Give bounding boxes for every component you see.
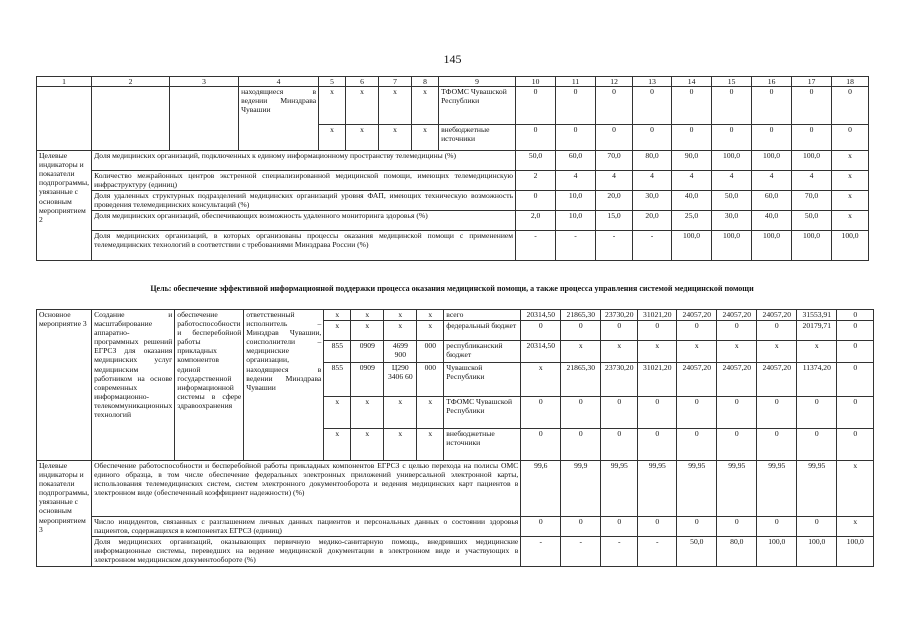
table-cell: x xyxy=(351,429,384,461)
table-cell: 0 xyxy=(633,87,672,125)
table-cell: x xyxy=(324,397,351,429)
table-cell: 23730,20 xyxy=(601,310,638,321)
header-cell: 5 xyxy=(319,77,346,87)
table-cell: 0 xyxy=(638,397,677,429)
table-cell: 0 xyxy=(521,429,561,461)
table-cell: 60,0 xyxy=(556,151,596,171)
table-cell: 0 xyxy=(797,429,837,461)
table-cell: 0 xyxy=(561,517,601,537)
table-cell: 0 xyxy=(832,87,869,125)
table-cell: 24057,20 xyxy=(677,310,717,321)
table-cell: 0 xyxy=(677,397,717,429)
measure-purpose: обеспечение работоспособности и бесперебойной работы прикладных компонентов единой государственной информационной системы в сфере здравоохранения xyxy=(175,310,244,461)
table-cell: 70,0 xyxy=(596,151,633,171)
table-cell: - xyxy=(561,537,601,567)
table-cell: 855 xyxy=(324,363,351,397)
table-cell: 31021,20 xyxy=(638,310,677,321)
table-cell: 4 xyxy=(752,171,792,191)
table-cell: x xyxy=(832,151,869,171)
table-cell: 0 xyxy=(601,397,638,429)
table-cell: 0 xyxy=(757,517,797,537)
table-cell: - xyxy=(601,537,638,567)
table-cell: 0 xyxy=(797,517,837,537)
table-cell: 0 xyxy=(638,517,677,537)
table-cell: 0 xyxy=(797,397,837,429)
table-cell: 4 xyxy=(556,171,596,191)
header-cell: 11 xyxy=(556,77,596,87)
table-cell: 4 xyxy=(596,171,633,191)
table-cell: x xyxy=(412,87,439,125)
table-cell: 23730,20 xyxy=(601,363,638,397)
table-cell: 100,0 xyxy=(752,231,792,261)
table-cell: 21865,30 xyxy=(561,310,601,321)
indicator-text: Доля медицинских организаций, обеспечивающих возможность удаленного мониторинга здоровья (%) xyxy=(92,211,516,231)
header-cell: 15 xyxy=(712,77,752,87)
header-cell: 6 xyxy=(346,77,379,87)
table-cell: 100,0 xyxy=(797,537,837,567)
table-cell: x xyxy=(346,125,379,151)
table-cell: x xyxy=(324,429,351,461)
table-cell: x xyxy=(384,321,417,341)
table-cell: 0 xyxy=(837,397,874,429)
table-cell: x xyxy=(324,321,351,341)
table-cell: 50,0 xyxy=(712,191,752,211)
table-cell: 99,9 xyxy=(561,461,601,517)
table-cell: 0 xyxy=(601,321,638,341)
table-cell: 0909 xyxy=(351,363,384,397)
table-cell: x xyxy=(346,87,379,125)
funding-source: внебюджетные источники xyxy=(444,429,521,461)
table-cell: 90,0 xyxy=(672,151,712,171)
table-cell: 0 xyxy=(516,125,556,151)
table-cell: 24057,20 xyxy=(717,363,757,397)
table-cell: 80,0 xyxy=(633,151,672,171)
table-cell: x xyxy=(561,341,601,363)
table-cell: 50,0 xyxy=(677,537,717,567)
table-cell: 24057,20 xyxy=(677,363,717,397)
funding-source: Чувашской Республики xyxy=(444,363,521,397)
table-cell: 0 xyxy=(717,517,757,537)
executor-cell: ответственный исполнитель – Минздрав Чувашии, соисполнители – медицинские организации, находящиеся в ведении Минздрава Чувашии xyxy=(244,310,324,461)
table-cell: - xyxy=(596,231,633,261)
table-cell: 4 xyxy=(633,171,672,191)
header-cell: 3 xyxy=(170,77,239,87)
page-number: 145 xyxy=(443,52,462,66)
header-cell: 13 xyxy=(633,77,672,87)
table-cell: 0 xyxy=(677,321,717,341)
table-cell: 100,0 xyxy=(712,151,752,171)
table-cell: 100,0 xyxy=(837,537,874,567)
header-cell: 1 xyxy=(37,77,92,87)
table-cell: x xyxy=(417,321,444,341)
table-row xyxy=(37,310,874,321)
table-cell: 25,0 xyxy=(672,211,712,231)
measure-description: Создание и масштабирование аппаратно-программных решений ЕГРСЗ для оказания медицинских услуг медицинским работником на основе современных информационно-телекоммуникационных технологий xyxy=(92,310,175,461)
executor-cell: находящиеся в ведении Минздрава Чувашии xyxy=(239,87,319,151)
table-cell: 4699 900 xyxy=(384,341,417,363)
header-cell: 14 xyxy=(672,77,712,87)
table-cell: 4 xyxy=(792,171,832,191)
table-cell: 0 xyxy=(677,517,717,537)
table-cell: 0 xyxy=(757,397,797,429)
table-cell: 0 xyxy=(837,341,874,363)
header-cell: 9 xyxy=(439,77,516,87)
table-cell: x xyxy=(677,341,717,363)
indicators-label: Целевые индикаторы и показатели подпрограммы, увязанные с основным мероприятием 2 xyxy=(37,151,92,261)
table-cell: 0 xyxy=(837,363,874,397)
table-cell: x xyxy=(379,125,412,151)
table-cell: 0 xyxy=(561,429,601,461)
table-cell: x xyxy=(384,397,417,429)
table-cell: 21865,30 xyxy=(561,363,601,397)
table-cell: x xyxy=(417,310,444,321)
indicator-row xyxy=(37,191,869,211)
table-cell: x xyxy=(351,321,384,341)
header-row xyxy=(37,77,869,87)
table-cell: x xyxy=(797,341,837,363)
header-cell: 12 xyxy=(596,77,633,87)
table-cell: x xyxy=(757,341,797,363)
funding-source: ТФОМС Чувашской Республики xyxy=(444,397,521,429)
indicator-text: Доля медицинских организаций, оказывающих первичную медико-санитарную помощь, внедривших медицинские информационные системы, переведших на ведение медицинской документации в электронном виде и участвующих в электронном медицинском документообороте (%) xyxy=(92,537,521,567)
table-cell: 20179,71 xyxy=(797,321,837,341)
table-cell: 30,0 xyxy=(712,211,752,231)
table-cell: x xyxy=(384,429,417,461)
table-cell: 0 xyxy=(521,321,561,341)
table-cell: 0 xyxy=(712,87,752,125)
table-cell: 0 xyxy=(837,321,874,341)
table-cell: 0 xyxy=(757,429,797,461)
table-cell: x xyxy=(832,211,869,231)
table-cell: 0 xyxy=(521,517,561,537)
indicator-row xyxy=(37,517,874,537)
table-cell: 0 xyxy=(638,429,677,461)
table-cell: 99,95 xyxy=(757,461,797,517)
table-cell: 0909 xyxy=(351,341,384,363)
header-cell: 10 xyxy=(516,77,556,87)
table-cell: 0 xyxy=(792,87,832,125)
funding-source: ТФОМС Чувашской Республики xyxy=(439,87,516,125)
table-cell: 0 xyxy=(596,125,633,151)
table-cell: 0 xyxy=(556,125,596,151)
indicator-text: Доля удаленных структурных подразделений медицинских организаций уровня ФАП, имеющих техническую возможность проведения телемедицинских консультаций (%) xyxy=(92,191,516,211)
header-cell: 4 xyxy=(239,77,319,87)
table-cell: 50,0 xyxy=(516,151,556,171)
table-cell: - xyxy=(521,537,561,567)
table-cell: 0 xyxy=(561,397,601,429)
table-cell: x xyxy=(351,310,384,321)
table-cell: 0 xyxy=(832,125,869,151)
table-cell: 80,0 xyxy=(717,537,757,567)
table-cell: 0 xyxy=(596,87,633,125)
table-cell: 0 xyxy=(633,125,672,151)
table-cell: x xyxy=(319,87,346,125)
table-cell: 100,0 xyxy=(712,231,752,261)
table-cell: 0 xyxy=(521,397,561,429)
table-cell: 99,95 xyxy=(717,461,757,517)
table-cell: 0 xyxy=(677,429,717,461)
table-cell: 0 xyxy=(516,87,556,125)
table-cell: 0 xyxy=(792,125,832,151)
header-cell: 16 xyxy=(752,77,792,87)
table-cell: 0 xyxy=(672,87,712,125)
funding-source: федеральный бюджет xyxy=(444,321,521,341)
table-cell: 0 xyxy=(717,429,757,461)
indicator-text: Доля медицинских организаций, в которых организованы процессы оказания медицинской помощи с применением телемедицинских технологий в соответствии с требованиями Минздрава России (%) xyxy=(92,231,516,261)
table-cell: 70,0 xyxy=(792,191,832,211)
table-cell: x xyxy=(319,125,346,151)
table-cell: 31553,91 xyxy=(797,310,837,321)
table-cell: 40,0 xyxy=(752,211,792,231)
funding-source: республиканский бюджет xyxy=(444,341,521,363)
table-cell: 0 xyxy=(561,321,601,341)
table-cell: 100,0 xyxy=(792,231,832,261)
goal-heading: Цель: обеспечение эффективной информационной поддержки процесса оказания медицинской помощи, а также процесса управления системой медицинской помощи xyxy=(150,284,754,293)
indicator-text: Количество межрайонных центров экстренной специализированной медицинской помощи, имеющих телемедицинскую инфраструктуру (единиц) xyxy=(92,171,516,191)
indicator-row xyxy=(37,151,869,171)
table-cell: 4 xyxy=(672,171,712,191)
table-cell: 0 xyxy=(717,397,757,429)
table-cell: 30,0 xyxy=(633,191,672,211)
table-cell: - xyxy=(556,231,596,261)
table-cell: x xyxy=(638,341,677,363)
table-cell: x xyxy=(412,125,439,151)
table-cell: x xyxy=(832,191,869,211)
table-cell: - xyxy=(638,537,677,567)
table-cell: 0 xyxy=(601,429,638,461)
table-cell: 20314,50 xyxy=(521,310,561,321)
table-cell: - xyxy=(516,231,556,261)
header-cell: 17 xyxy=(792,77,832,87)
table-cell: 24057,20 xyxy=(717,310,757,321)
table-cell: 24057,20 xyxy=(757,363,797,397)
table-cell: 100,0 xyxy=(757,537,797,567)
funding-source: внебюджетные источники xyxy=(439,125,516,151)
table-cell: 0 xyxy=(638,321,677,341)
header-cell: 7 xyxy=(379,77,412,87)
table-cell: 20,0 xyxy=(633,211,672,231)
funding-source: всего xyxy=(444,310,521,321)
table-cell: 99,95 xyxy=(638,461,677,517)
table-cell: 20,0 xyxy=(596,191,633,211)
table-cell: 2 xyxy=(516,171,556,191)
table-cell: 99,95 xyxy=(677,461,717,517)
indicator-text: Доля медицинских организаций, подключенных к единому информационному пространству телемедицины (%) xyxy=(92,151,516,171)
table-cell: 24057,20 xyxy=(757,310,797,321)
table-cell: x xyxy=(379,87,412,125)
table-cell: x xyxy=(324,310,351,321)
header-cell: 8 xyxy=(412,77,439,87)
table-cell: 855 xyxy=(324,341,351,363)
table-cell: x xyxy=(601,341,638,363)
table-cell: 10,0 xyxy=(556,191,596,211)
indicator-text: Обеспечение работоспособности и бесперебойной работы прикладных компонентов ЕГРСЗ с целью перехода на полисы ОМС единого образца, в том числе обеспечение федеральных электронных приложений универсальной электронной карты, использования телемедицинских систем, систем электронного документооборота и ведения медицинских карт пациентов в электронном виде (обеспеченный коэффициент надежности) (%) xyxy=(92,461,521,517)
indicator-row xyxy=(37,211,869,231)
table-cell: 000 xyxy=(417,363,444,397)
table-cell: x xyxy=(384,310,417,321)
table-row xyxy=(37,87,869,125)
table-cell: x xyxy=(351,397,384,429)
table-cell: 0 xyxy=(837,310,874,321)
table-cell: x xyxy=(417,429,444,461)
table-cell: 4 xyxy=(712,171,752,191)
indicators-label: Целевые индикаторы и показатели подпрограммы, увязанные с основным мероприятием 3 xyxy=(37,461,92,567)
table-cell: x xyxy=(832,171,869,191)
table-cell: x xyxy=(837,461,874,517)
table-cell: 15,0 xyxy=(596,211,633,231)
header-cell: 2 xyxy=(92,77,170,87)
table-cell: 20314,50 xyxy=(521,341,561,363)
table-cell: 99,6 xyxy=(521,461,561,517)
indicator-row xyxy=(37,461,874,517)
table-cell: x xyxy=(417,397,444,429)
measure-name: Основное мероприятие 3 xyxy=(37,310,92,461)
table-cell: Ц290 3406 60 xyxy=(384,363,417,397)
table-cell: 99,95 xyxy=(601,461,638,517)
table-cell: 100,0 xyxy=(672,231,712,261)
table-cell: 0 xyxy=(712,125,752,151)
table-cell: 99,95 xyxy=(797,461,837,517)
indicator-row xyxy=(37,537,874,567)
table-cell: x xyxy=(521,363,561,397)
table-cell: 0 xyxy=(516,191,556,211)
table-cell: 2,0 xyxy=(516,211,556,231)
table-cell: 31021,20 xyxy=(638,363,677,397)
table-cell: 100,0 xyxy=(792,151,832,171)
header-cell: 18 xyxy=(832,77,869,87)
table-cell: 100,0 xyxy=(832,231,869,261)
table-cell: 50,0 xyxy=(792,211,832,231)
indicator-row xyxy=(37,171,869,191)
table-cell: x xyxy=(837,517,874,537)
table-cell: 0 xyxy=(672,125,712,151)
indicator-row xyxy=(37,231,869,261)
table-cell: 0 xyxy=(757,321,797,341)
table-cell: 0 xyxy=(717,321,757,341)
indicator-text: Число инцидентов, связанных с разглашением личных данных пациентов и персональных данных о состоянии здоровья пациентов, содержащихся в компонентах ЕГРСЗ (единиц) xyxy=(92,517,521,537)
table-cell: 0 xyxy=(837,429,874,461)
table-cell: 0 xyxy=(556,87,596,125)
table-cell: 60,0 xyxy=(752,191,792,211)
table-cell: 11374,20 xyxy=(797,363,837,397)
table-bottom xyxy=(36,309,874,567)
table-cell: 40,0 xyxy=(672,191,712,211)
table-cell: x xyxy=(717,341,757,363)
table-cell: 0 xyxy=(752,87,792,125)
table-top xyxy=(36,76,869,261)
table-cell: 0 xyxy=(601,517,638,537)
table-cell: 000 xyxy=(417,341,444,363)
table-cell: 100,0 xyxy=(752,151,792,171)
table-cell: - xyxy=(633,231,672,261)
table-cell: 10,0 xyxy=(556,211,596,231)
table-cell: 0 xyxy=(752,125,792,151)
